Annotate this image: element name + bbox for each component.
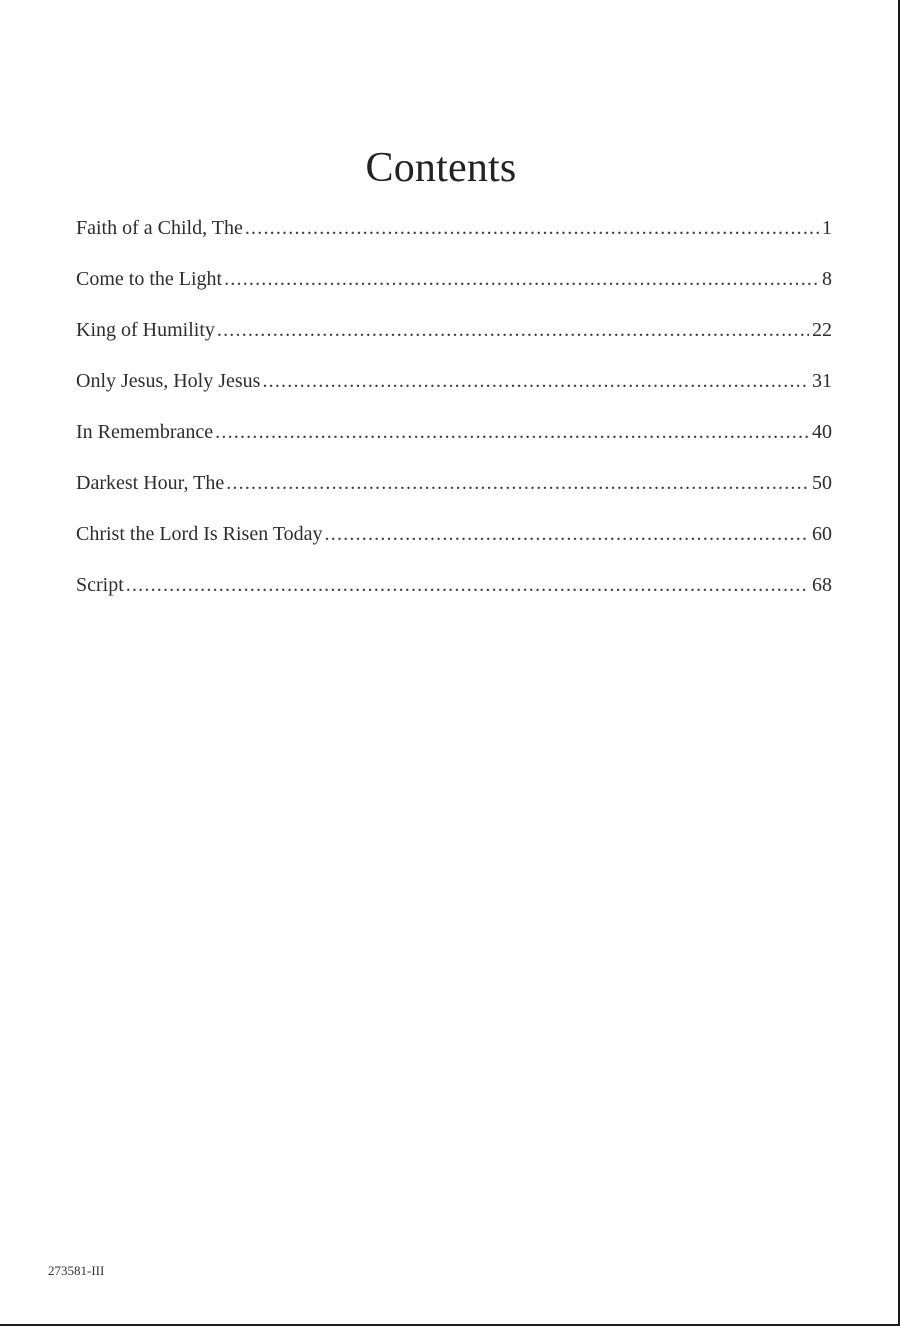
dot-leader: [325, 517, 809, 551]
dot-leader: [262, 364, 809, 398]
toc-entry-page: 40: [812, 421, 832, 443]
dot-leader: [226, 466, 809, 500]
page-title: Contents: [365, 145, 517, 191]
toc-entry-page: 50: [812, 472, 832, 494]
toc-entry: [76, 568, 832, 619]
toc-entry-title: Script: [76, 574, 124, 596]
toc-entry-title: Faith of a Child, The: [76, 217, 243, 239]
dot-leader: [217, 313, 809, 347]
toc-entry: [76, 517, 832, 568]
toc-entry-title: Christ the Lord Is Risen Today: [76, 523, 323, 545]
dot-leader: [215, 415, 809, 449]
toc-entry: [76, 313, 832, 364]
table-of-contents: [76, 211, 832, 619]
toc-entry-page: 8: [822, 268, 832, 290]
toc-entry-title: Come to the Light: [76, 268, 223, 290]
toc-entry-title: In Remembrance: [76, 421, 214, 443]
toc-entry-title: Only Jesus, Holy Jesus: [76, 370, 261, 392]
toc-entry: [76, 262, 832, 313]
toc-entry-page: 31: [812, 370, 832, 392]
toc-entry: [76, 415, 832, 466]
toc-entry-title: King of Humility: [76, 319, 215, 341]
toc-entry: [76, 466, 832, 517]
toc-entry-title: Darkest Hour, The: [76, 472, 225, 494]
dot-leader: [224, 262, 819, 296]
toc-entry-page: 1: [822, 217, 832, 239]
dot-leader: [126, 568, 809, 602]
dot-leader: [245, 211, 819, 245]
catalog-number: 273581-III: [48, 1263, 105, 1278]
toc-entry: [76, 364, 832, 415]
toc-entry-page: 68: [812, 574, 832, 596]
toc-entry-page: 60: [812, 523, 832, 545]
toc-entry: [76, 211, 832, 262]
toc-entry-page: 22: [812, 319, 832, 341]
